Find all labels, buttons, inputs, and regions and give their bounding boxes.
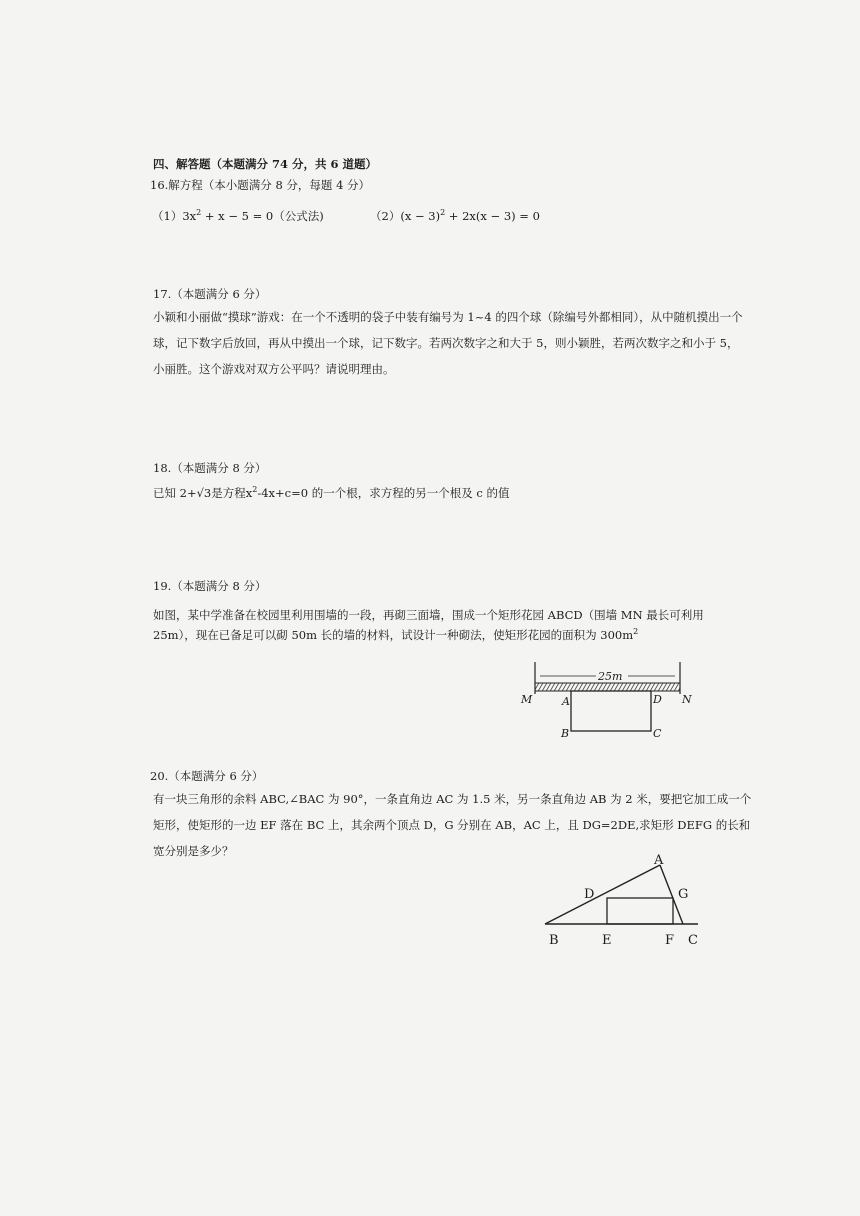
q16-part2	[370, 208, 540, 224]
q19-label-b: B	[561, 727, 570, 740]
q18-body-a: 已知 2+√3是方程x	[153, 486, 253, 500]
q19-label-c: C	[653, 727, 662, 740]
q19-body	[153, 605, 748, 645]
q16-part2-exp: 2	[440, 208, 446, 218]
q18-body-b: -4x+c=0 的一个根，求方程的另一个根及 c 的值	[257, 486, 510, 500]
q19-label-d: D	[653, 693, 662, 706]
wall-mn	[535, 683, 680, 691]
q16-part2-eq: (x − 3)	[400, 209, 441, 223]
q18-body	[153, 485, 509, 501]
q19-wall-label: 25m	[598, 670, 623, 683]
q18-title: 18.（本题满分 8 分）	[153, 461, 267, 475]
q17-title: 17.（本题满分 6 分）	[153, 287, 267, 301]
q19-label-a: A	[562, 695, 570, 708]
q20-label-g: G	[678, 887, 689, 902]
rectangle-defg	[607, 898, 673, 924]
q20-label-e: E	[602, 933, 612, 948]
q20-label-f: F	[665, 933, 675, 948]
section-heading: 四、解答题（本题满分 74 分，共 6 道题）	[153, 157, 378, 171]
q20-label-c: C	[688, 933, 698, 948]
q19-label-n: N	[682, 693, 692, 706]
q16-part1-rest: + x − 5 = 0（公式法)	[201, 209, 324, 223]
q16-part2-rest: + 2x(x − 3) = 0	[445, 209, 540, 223]
q20-figure	[540, 850, 710, 950]
side-ba	[545, 865, 660, 924]
q19-figure	[518, 656, 718, 744]
q19-body-exp: 2	[633, 627, 639, 637]
q19-title: 19.（本题满分 8 分）	[153, 579, 267, 593]
q16-part1-label: （1）	[152, 209, 183, 223]
q16-part1	[152, 208, 324, 224]
q18-body-exp: 2	[252, 485, 258, 495]
q20-label-b: B	[549, 933, 559, 948]
q20-body: 有一块三角形的余料 ABC,∠BAC 为 90°，一条直角边 AC 为 1.5 米，另一条直角边 AB 为 2 米，要把它加工成一个矩形，使矩形的一边 EF 落在 BC 上，其余两个顶点 D，G 分别在 AB，AC 上，且 DG=2DE,求矩形 DEFG 的长和宽分别是多少？	[153, 792, 752, 858]
q16-part1-eq: 3x	[182, 209, 197, 223]
q20-label-a: A	[654, 853, 664, 868]
q20-label-d: D	[584, 887, 595, 902]
q20-title: 20.（本题满分 6 分）	[150, 769, 264, 783]
q19-body-a: 如图，某中学准备在校园里利用围墙的一段，再砌三面墙，围成一个矩形花园 ABCD（围墙 MN 最长可利用 25m），现在已备足可以砌 50m 长的墙的材料，试设计一种砌法，使矩形花园的面积为 300m	[153, 608, 704, 642]
q19-label-m: M	[521, 693, 533, 706]
garden-abcd	[571, 691, 651, 731]
q16-title: 16.解方程（本小题满分 8 分，每题 4 分）	[150, 178, 371, 192]
q16-part1-exp: 2	[196, 208, 202, 218]
q16-part2-label: （2）	[370, 209, 401, 223]
q17-body: 小颖和小丽做“摸球”游戏：在一个不透明的袋子中装有编号为 1~4 的四个球（除编号外都相同），从中随机摸出一个球，记下数字后放回，再从中摸出一个球，记下数字。若两次数字之和大于 5，则小颖胜，若两次数字之和小于 5，小丽胜。这个游戏对双方公平吗？请说明理由。	[153, 310, 743, 376]
